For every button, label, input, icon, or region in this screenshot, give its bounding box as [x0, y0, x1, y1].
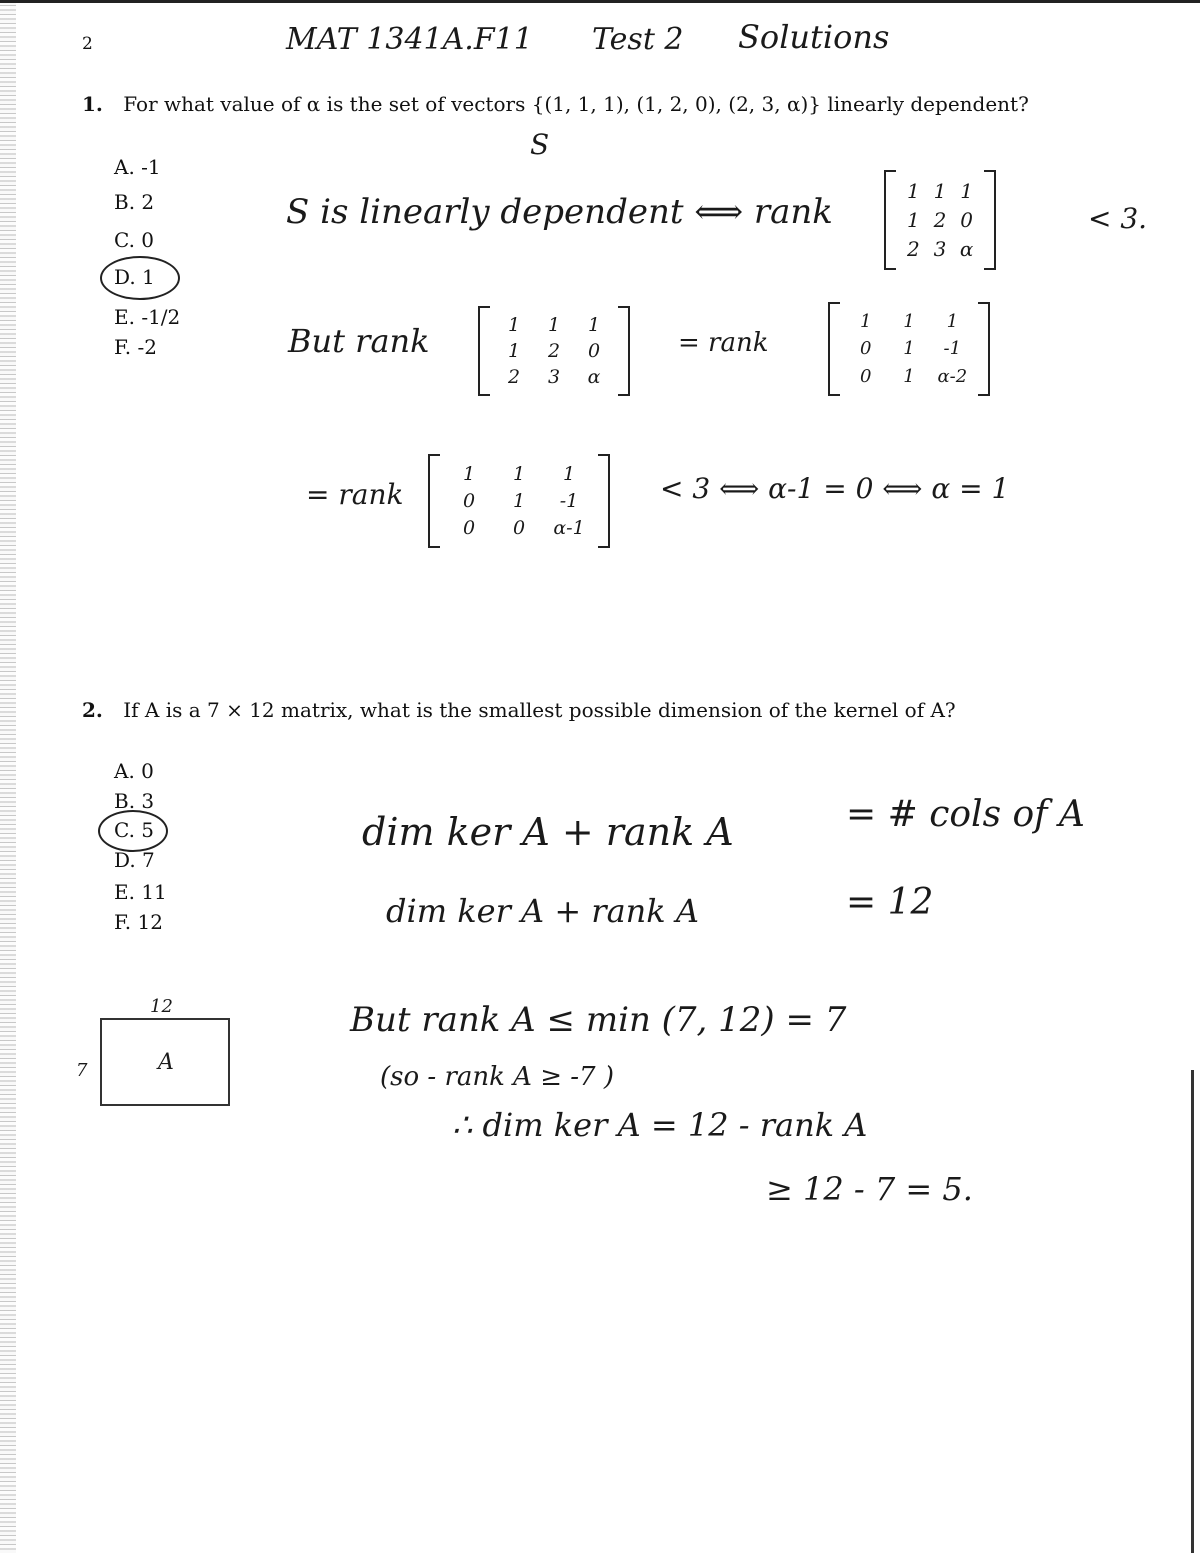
question-2-number: 2.: [82, 698, 103, 722]
q2-note-line3: But rank A ≤ min (7, 12) = 7: [350, 1000, 847, 1040]
q1-note-line1: S is linearly dependent ⟺ rank: [286, 192, 833, 232]
matrix-2: [494, 312, 614, 390]
matrix-3: [844, 308, 974, 390]
matrix-3-cell: 0: [859, 365, 872, 387]
matrix-2-cell: 1: [507, 340, 521, 362]
q1-note-line1-tail: < 3.: [1088, 202, 1148, 235]
matrix-2-cell: 1: [587, 314, 601, 336]
q1-choice-e: E. -1/2: [114, 305, 181, 329]
question-1-number: 1.: [82, 92, 103, 116]
q2-choice-a: A. 0: [114, 759, 154, 783]
matrix-1-cell: 2: [906, 237, 920, 262]
matrix-4-cell: 1: [512, 489, 526, 512]
solutions-title: Solutions: [738, 18, 890, 56]
matrix-1-cell: α: [959, 237, 974, 262]
matrix-3-cell: 1: [903, 365, 915, 387]
matrix-3-cell: 1: [859, 311, 872, 333]
question-2-text: If A is a 7 × 12 matrix, what is the smallest possible dimension of the kernel of A?: [123, 698, 956, 722]
q1-choice-a: A. -1: [114, 155, 161, 179]
q1-note-line2-lead: But rank: [288, 322, 430, 360]
q2-choice-c: C. 5: [114, 818, 155, 842]
matrix-3-cell: 1: [946, 311, 959, 333]
q1-choice-d: D. 1: [114, 265, 155, 289]
matrix-2-cell: 2: [507, 366, 521, 388]
matrix-2-cell: 1: [547, 314, 561, 336]
q2-choice-e: E. 11: [114, 880, 167, 904]
q1-note-line3-lead: = rank: [306, 478, 404, 511]
q1-note-line3-tail: < 3 ⟺ α-1 = 0 ⟺ α = 1: [660, 472, 1010, 505]
question-1: [82, 92, 1029, 116]
diagram-height-label: 7: [76, 1060, 88, 1081]
matrix-4-cell: 1: [512, 462, 526, 485]
matrix-a-label: A: [158, 1050, 174, 1075]
question-1-text: For what value of α is the set of vectors {(1, 1, 1), (1, 2, 0), (2, 3, α)} linearly dependent?: [123, 92, 1029, 116]
matrix-1: [900, 176, 980, 264]
matrix-a-sketch: [100, 1018, 230, 1106]
matrix-3-cell: 0: [859, 338, 872, 360]
matrix-4: [444, 460, 594, 542]
matrix-1-cell: 1: [960, 178, 974, 203]
q2-note-line5: ∴ dim ker A = 12 - rank A: [452, 1106, 868, 1144]
q1-choice-c: C. 0: [114, 228, 155, 252]
q2-note-line2: dim ker A + rank A: [386, 892, 699, 930]
q2-note-line4: (so - rank A ≥ -7 ): [380, 1062, 614, 1092]
scan-edge-artifact: [0, 0, 16, 1553]
q2-choice-f: F. 12: [114, 910, 163, 934]
matrix-4-cell: α-1: [553, 517, 585, 540]
matrix-2-cell: 3: [547, 366, 561, 388]
q2-choice-b: B. 3: [114, 789, 155, 813]
matrix-1-cell: 0: [960, 207, 974, 232]
matrix-4-cell: 0: [512, 517, 526, 540]
q1-answer-circle: [100, 256, 180, 300]
matrix-3-cell: 1: [903, 338, 915, 360]
q2-note-line6: ≥ 12 - 7 = 5.: [766, 1170, 973, 1208]
course-code: MAT 1341A.F11: [286, 22, 533, 57]
top-border: [0, 0, 1200, 3]
matrix-2-cell: 1: [507, 314, 521, 336]
q2-note-line2-rhs: = 12: [846, 882, 934, 923]
matrix-3-cell: α-2: [937, 365, 968, 387]
q2-note-line1-rhs: = # cols of A: [846, 794, 1085, 835]
matrix-2-cell: α: [587, 366, 601, 388]
matrix-4-cell: 1: [462, 462, 476, 485]
matrix-1-cell: 1: [906, 207, 920, 232]
q2-note-line1: dim ker A + rank A: [362, 810, 734, 854]
page-number: 2: [82, 34, 93, 54]
q2-choice-d: D. 7: [114, 848, 155, 872]
q2-answer-circle: [98, 810, 168, 852]
matrix-1-cell: 1: [906, 178, 920, 203]
matrix-3-cell: 1: [903, 311, 915, 333]
matrix-1-cell: 3: [933, 237, 947, 262]
set-label-s: S: [530, 128, 550, 161]
matrix-4-cell: 0: [462, 517, 476, 540]
matrix-4-cell: 0: [462, 489, 476, 512]
matrix-2-cell: 0: [587, 340, 601, 362]
test-title: Test 2: [592, 22, 684, 57]
q1-choice-f: F. -2: [114, 335, 157, 359]
question-2: [82, 698, 956, 722]
matrix-1-cell: 1: [933, 178, 947, 203]
q1-choice-b: B. 2: [114, 190, 155, 214]
matrix-1-cell: 2: [933, 207, 947, 232]
diagram-width-label: 12: [150, 996, 173, 1017]
matrix-4-cell: 1: [562, 462, 576, 485]
matrix-2-cell: 2: [547, 340, 561, 362]
right-border: [1191, 1070, 1194, 1553]
matrix-4-cell: -1: [559, 489, 579, 512]
q1-note-line2-eq: = rank: [678, 328, 769, 358]
matrix-3-cell: -1: [943, 338, 962, 360]
